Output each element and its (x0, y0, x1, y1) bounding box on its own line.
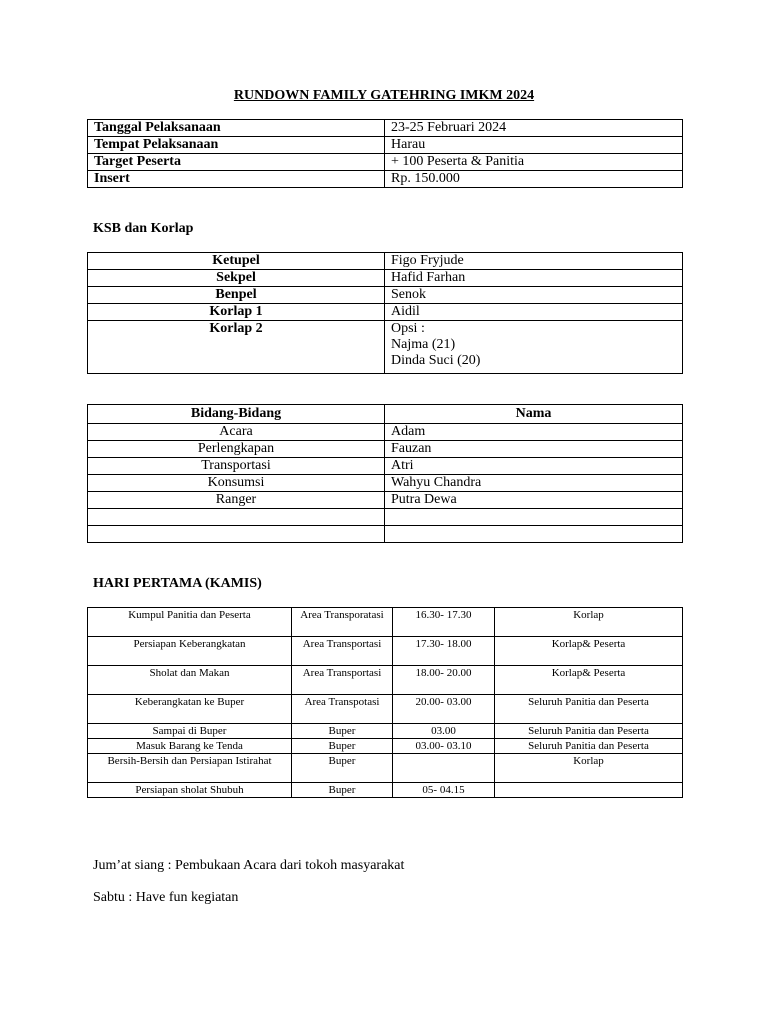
ksb-role: Sekpel (88, 270, 385, 287)
pic-cell (495, 783, 683, 798)
schedule-table (87, 607, 683, 798)
ksb-heading: KSB dan Korlap (93, 221, 194, 236)
pic-cell: Seluruh Panitia dan Peserta (495, 724, 683, 739)
table-row (88, 287, 683, 304)
info-value: + 100 Peserta & Panitia (385, 154, 683, 171)
bidang-cell: Konsumsi (88, 475, 385, 492)
day1-heading: HARI PERTAMA (KAMIS) (93, 576, 262, 591)
table-row (88, 608, 683, 637)
info-key: Tempat Pelaksanaan (88, 137, 385, 154)
table-row (88, 526, 683, 543)
table-row (88, 695, 683, 724)
nama-cell: Putra Dewa (385, 492, 683, 509)
ksb-table (87, 252, 683, 374)
time-cell: 03.00- 03.10 (393, 739, 495, 754)
table-row (88, 441, 683, 458)
activity-cell: Keberangkatan ke Buper (88, 695, 292, 724)
note-jumat: Jum’at siang : Pembukaan Acara dari tokoh masyarakat (93, 858, 405, 873)
info-key: Tanggal Pelaksanaan (88, 120, 385, 137)
bidang-cell: Acara (88, 424, 385, 441)
table-row (88, 637, 683, 666)
time-cell: 20.00- 03.00 (393, 695, 495, 724)
table-row (88, 424, 683, 441)
note-sabtu: Sabtu : Have fun kegiatan (93, 890, 239, 905)
table-row (88, 754, 683, 783)
table-row (88, 783, 683, 798)
info-value: Rp. 150.000 (385, 171, 683, 188)
table-row (88, 253, 683, 270)
table-row (88, 458, 683, 475)
bidang-cell: Ranger (88, 492, 385, 509)
activity-cell: Kumpul Panitia dan Peserta (88, 608, 292, 637)
bidang-cell (88, 526, 385, 543)
ksb-name: Senok (385, 287, 683, 304)
table-row (88, 321, 683, 374)
nama-cell: Atri (385, 458, 683, 475)
ksb-name: Figo Fryjude (385, 253, 683, 270)
activity-cell: Bersih-Bersih dan Persiapan Istirahat (88, 754, 292, 783)
bidang-table (87, 404, 683, 543)
pic-cell: Seluruh Panitia dan Peserta (495, 695, 683, 724)
location-cell: Buper (292, 754, 393, 783)
time-cell (393, 754, 495, 783)
location-cell: Buper (292, 724, 393, 739)
ksb-name: Hafid Farhan (385, 270, 683, 287)
nama-cell: Adam (385, 424, 683, 441)
info-key: Target Peserta (88, 154, 385, 171)
column-header: Nama (385, 405, 683, 424)
activity-cell: Persiapan Keberangkatan (88, 637, 292, 666)
location-cell: Area Transporatasi (292, 608, 393, 637)
table-row (88, 492, 683, 509)
pic-cell: Korlap (495, 608, 683, 637)
location-cell: Area Transportasi (292, 666, 393, 695)
bidang-cell: Transportasi (88, 458, 385, 475)
bidang-cell (88, 509, 385, 526)
location-cell: Area Transportasi (292, 637, 393, 666)
table-row (88, 270, 683, 287)
activity-cell: Sampai di Buper (88, 724, 292, 739)
time-cell: 18.00- 20.00 (393, 666, 495, 695)
location-cell: Area Transpotasi (292, 695, 393, 724)
table-row (88, 666, 683, 695)
ksb-role: Benpel (88, 287, 385, 304)
ksb-role: Korlap 2 (88, 321, 385, 374)
pic-cell: Seluruh Panitia dan Peserta (495, 739, 683, 754)
pic-cell: Korlap& Peserta (495, 666, 683, 695)
time-cell: 16.30- 17.30 (393, 608, 495, 637)
ksb-name: Aidil (385, 304, 683, 321)
table-row (88, 475, 683, 492)
ksb-role: Ketupel (88, 253, 385, 270)
nama-cell (385, 526, 683, 543)
table-row (88, 120, 683, 137)
info-value: 23-25 Februari 2024 (385, 120, 683, 137)
table-row (88, 171, 683, 188)
bidang-cell: Perlengkapan (88, 441, 385, 458)
table-header-row (88, 405, 683, 424)
column-header: Bidang-Bidang (88, 405, 385, 424)
info-key: Insert (88, 171, 385, 188)
activity-cell: Sholat dan Makan (88, 666, 292, 695)
ksb-option-line: Dinda Suci (20) (391, 353, 481, 368)
time-cell: 17.30- 18.00 (393, 637, 495, 666)
pic-cell: Korlap& Peserta (495, 637, 683, 666)
location-cell: Buper (292, 739, 393, 754)
ksb-role: Korlap 1 (88, 304, 385, 321)
table-row (88, 137, 683, 154)
ksb-name (385, 321, 683, 374)
time-cell: 05- 04.15 (393, 783, 495, 798)
table-row (88, 509, 683, 526)
table-row (88, 304, 683, 321)
ksb-option-line: Opsi : (391, 321, 425, 336)
time-cell: 03.00 (393, 724, 495, 739)
table-row (88, 154, 683, 171)
table-row (88, 724, 683, 739)
ksb-option-line: Najma (21) (391, 337, 456, 352)
location-cell: Buper (292, 783, 393, 798)
document-title: RUNDOWN FAMILY GATEHRING IMKM 2024 (233, 88, 535, 103)
activity-cell: Persiapan sholat Shubuh (88, 783, 292, 798)
info-value: Harau (385, 137, 683, 154)
nama-cell (385, 509, 683, 526)
table-row (88, 739, 683, 754)
activity-cell: Masuk Barang ke Tenda (88, 739, 292, 754)
nama-cell: Fauzan (385, 441, 683, 458)
pic-cell: Korlap (495, 754, 683, 783)
event-info-table (87, 119, 683, 188)
nama-cell: Wahyu Chandra (385, 475, 683, 492)
